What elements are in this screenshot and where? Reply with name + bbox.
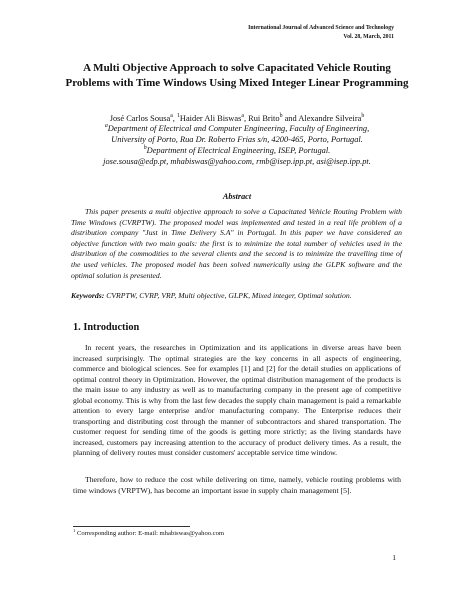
body-paragraph: Therefore, how to reduce the cost while delivering on time, namely, vehicle routing problems with time windows (VRPTW), has become an important issue in supply chain management [5]. xyxy=(73,475,401,495)
running-head xyxy=(248,24,394,42)
footnote-text: Corresponding author: E-mail: mhabiswas@yahoo.com xyxy=(75,530,225,537)
author-name: José Carlos Sousa xyxy=(109,114,171,123)
author-separator: , xyxy=(243,114,249,123)
section-heading xyxy=(73,322,139,333)
author-name: Haider Ali Biswas xyxy=(179,114,242,123)
keywords-text: CVRPTW, CVRP, VRP, Multi objective, GLPK, Mixed integer, Optimal solution. xyxy=(106,291,352,300)
author-separator: and xyxy=(282,114,299,123)
page-number: 1 xyxy=(392,553,396,562)
author-name: Rui Brito xyxy=(248,114,280,123)
footnote-mark: 1 xyxy=(73,527,76,533)
journal-volume: Vol. 28, March, 2011 xyxy=(343,34,394,40)
footnote-divider xyxy=(73,526,190,527)
keywords xyxy=(71,291,402,302)
affiliation-mark: a xyxy=(170,113,173,120)
affiliation-line: University of Porto, Rua Dr. Roberto Frias s/n, 4200-465, Porto, Portugal. xyxy=(111,134,363,144)
footnote xyxy=(73,529,224,538)
author-separator: , xyxy=(172,114,177,123)
section-number: 1. xyxy=(73,322,81,333)
paper-title: A Multi Objective Approach to solve Capacitated Vehicle Routing Problems with Time Windows Using Mixed Integer Linear Programming xyxy=(65,62,409,89)
email-list: jose.sousa@edp.pt, mhabiswas@yahoo.com, rmb@isep.ipp.pt, asi@isep.ipp.pt. xyxy=(103,157,371,166)
affiliation-mark: b xyxy=(361,113,365,120)
affiliation-line: Department of Electrical Engineering, ISEP, Portugal. xyxy=(146,146,331,155)
body-paragraph: In recent years, the researches in Optimization and its applications in diverse areas have been increased surprisingly. The optimal strategies are the key concerns in all aspects of engineering, commerce and biological sciences. See for examples [1] and [2] for the detail studies on applications of optimal control theory in Optimization. However, the optimal distribution management of the products is the main issue to any industry as well as to manufacturing company in the present age of competitive global economy. This is why from the last few decades the supply chain management is paid a remarkable attention to every large enterprise and/or manufacturing company. The Enterprise reduces their transporting and distributing cost through the manner of subcontractors and shared transportation. The customer request for sending time of the goods is getting more strictly; as the living standards have increased, customers pay increasing attention to the accuracy of product delivery times. As a result, the planning of delivery routes must consider customers' acceptable service time window. xyxy=(73,343,401,457)
affiliation-line: Department of Electrical and Computer Engineering, Faculty of Engineering, xyxy=(107,124,370,133)
author-list xyxy=(60,113,414,124)
section-title: Introduction xyxy=(83,322,140,333)
keywords-label: Keywords: xyxy=(71,291,105,300)
affiliation-mark: b xyxy=(279,113,283,120)
abstract-body: This paper presents a multi objective approach to solve a Capacitated Vehicle Routing Problem with Time Windows (CVRPTW). The proposed model was implemented and tested in a real life problem of a distribution company "Just in Time Delivery S.A" in Portugal. In this paper we have considered an objective function with two main goals: the first is to minimize the total number of vehicles used in the distribution of the commodities to the several clients and the second is to minimize the travelling time of the used vehicles. The proposed model has been solved numerically using the GLPK software and the optimal solution is presented. xyxy=(71,207,402,280)
affiliation-b xyxy=(60,146,414,157)
journal-name: International Journal of Advanced Science and Technology xyxy=(248,25,394,31)
affiliation-a xyxy=(60,124,414,145)
affiliation-mark: b xyxy=(143,145,147,152)
affiliation-mark: a xyxy=(104,123,108,130)
footnote-mark: 1 xyxy=(176,113,180,120)
affiliation-mark: a xyxy=(241,113,244,120)
abstract-heading: Abstract xyxy=(222,192,252,201)
author-name: Alexandre Silveira xyxy=(298,114,362,123)
